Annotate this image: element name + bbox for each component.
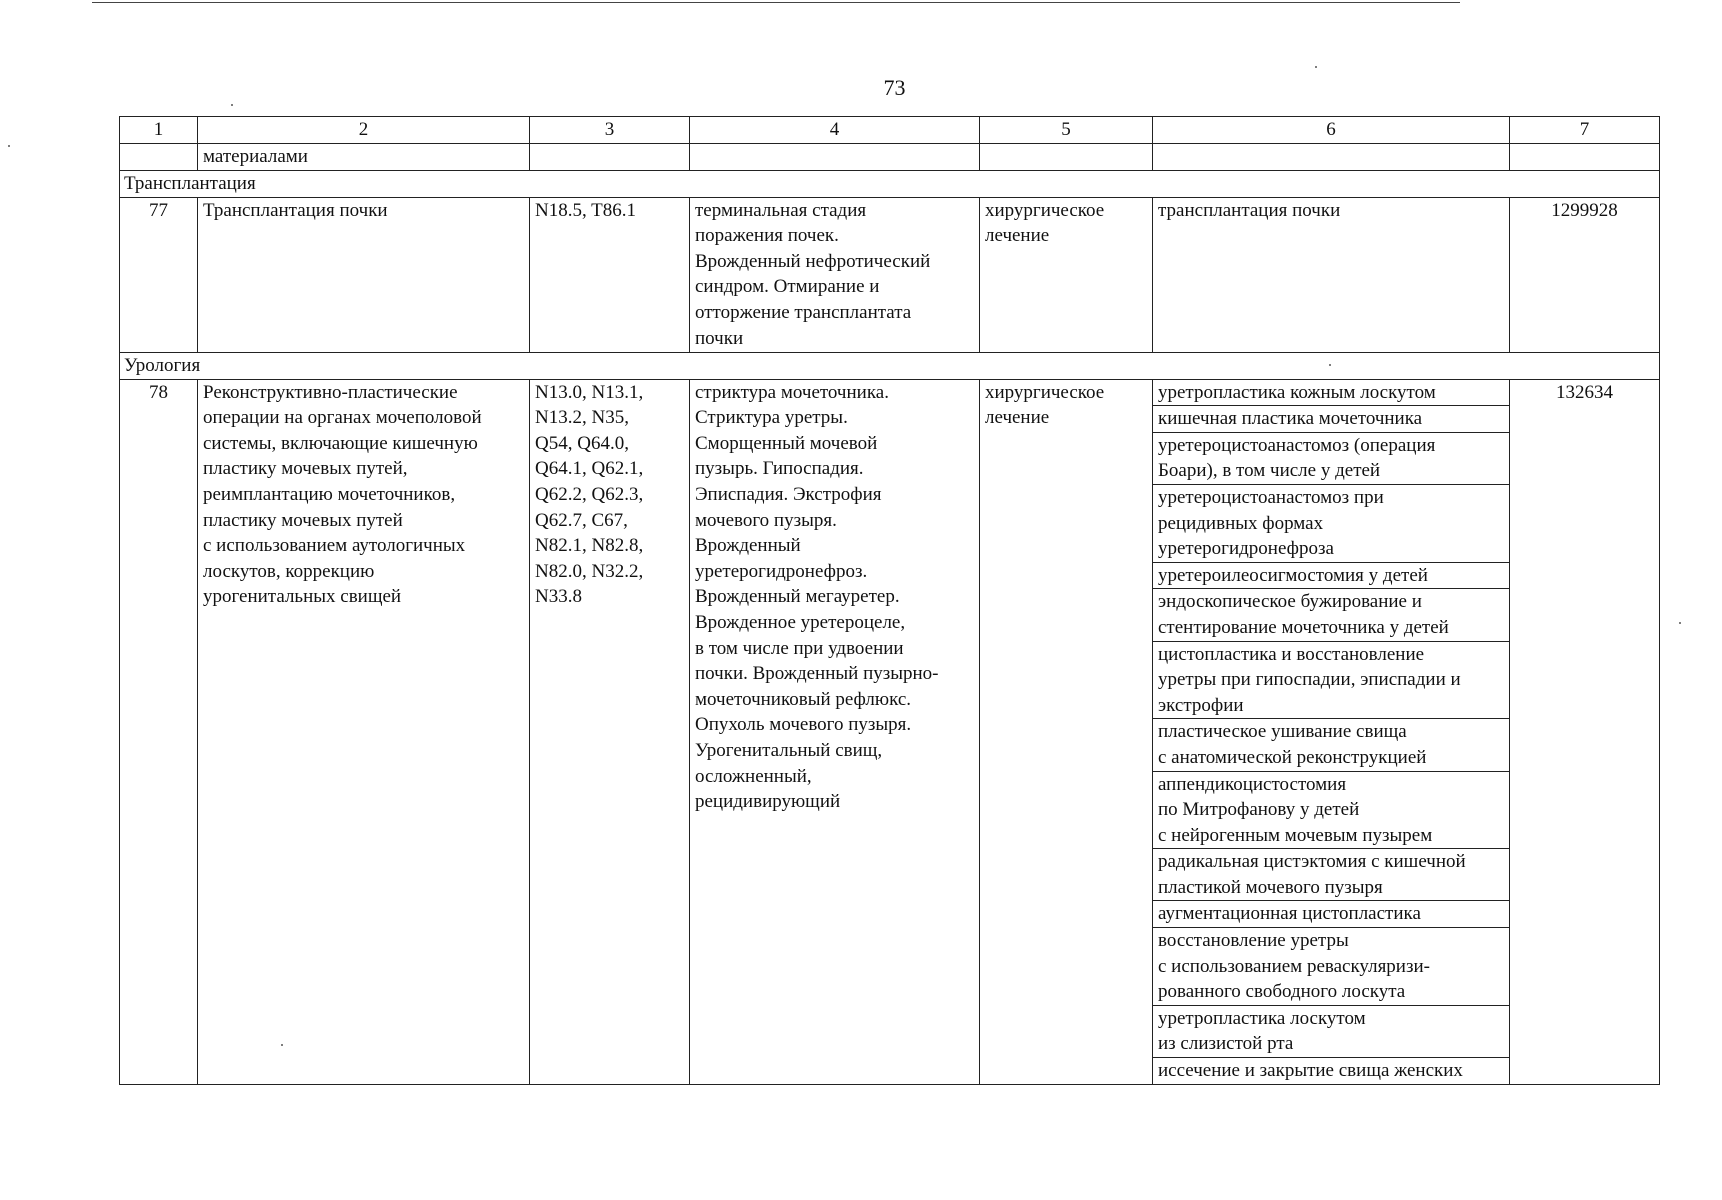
treatment-method: восстановление уретры с использованием реваскуляризи- рованного свободного лоскута [1153,928,1509,1006]
row-number: 78 [120,379,198,1084]
icd-codes: N18.5, T86.1 [530,197,690,352]
top-rule [92,2,1460,3]
treatment-method: эндоскопическое бужирование и стентирование мочеточника у детей [1153,589,1509,641]
continuation-cell-1 [120,143,198,170]
scan-speck [1315,66,1317,68]
page-number: 73 [883,75,906,100]
section-header-row [120,170,1660,197]
column-header-1: 1 [120,117,198,144]
treatment-method: уретероцистоанастомоз при рецидивных формах уретерогидронефроза [1153,485,1509,563]
treatment-method: уретероцистоанастомоз (операция Боари), в том числе у детей [1153,433,1509,485]
column-header-2: 2 [198,117,530,144]
continuation-cell-2: материалами [198,143,530,170]
diagnosis-model: стриктура мочеточника. Стриктура уретры. Сморщенный мочевой пузырь. Гипоспадия. Эписпадия. Экстрофия мочевого пузыря. Врожденный уретерогидронефроз. Врожденный мегауретер. Врожденное уретероцеле, в том числе при удвоении почки. Врожденный пузырно- мочеточниковый рефлюкс. Опухоль мочевого пузыря. Урогенитальный свищ, осложненный, рецидивирующий [690,379,980,1084]
treatment-method: цистопластика и восстановление уретры при гипоспадии, эписпадии и экстрофии [1153,642,1509,720]
column-header-6: 6 [1153,117,1510,144]
section-title-urology: Урология [120,352,1660,379]
care-type-name: Реконструктивно-пластические операции на органах мочеполовой системы, включающие кишечную пластику мочевых путей, реимплантацию мочеточников, пластику мочевых путей с использованием аутологичных лоскутов, коррекцию урогенитальных свищей [198,379,530,1084]
standard-cost: 1299928 [1510,197,1660,352]
icd-codes: N13.0, N13.1, N13.2, N35, Q54, Q64.0, Q64.1, Q62.1, Q62.2, Q62.3, Q62.7, C67, N82.1, N82.8, N82.0, N32.2, N33.8 [530,379,690,1084]
continuation-cell-5 [980,143,1153,170]
scan-speck [1679,622,1681,624]
column-header-3: 3 [530,117,690,144]
treatment-method: аугментационная цистопластика [1153,901,1509,928]
column-number-row [120,117,1660,144]
treatment-method: кишечная пластика мочеточника [1153,406,1509,433]
treatment-method: аппендикоцистостомия по Митрофанову у детей с нейрогенным мочевым пузырем [1153,772,1509,850]
continuation-cell-6 [1153,143,1510,170]
continuation-cell-7 [1510,143,1660,170]
medical-care-table [119,116,1660,1085]
column-header-4: 4 [690,117,980,144]
care-type-name: Трансплантация почки [198,197,530,352]
treatment-method: радикальная цистэктомия с кишечной пластикой мочевого пузыря [1153,849,1509,901]
treatment-type: хирургическое лечение [980,197,1153,352]
treatment-methods-list [1153,379,1510,1084]
diagnosis-model: терминальная стадия поражения почек. Врожденный нефротический синдром. Отмирание и отторжение трансплантата почки [690,197,980,352]
scan-speck [281,1044,283,1046]
treatment-type: хирургическое лечение [980,379,1153,1084]
continuation-cell-4 [690,143,980,170]
table-row-78 [120,379,1660,1084]
standard-cost: 132634 [1510,379,1660,1084]
treatment-method: уретропластика лоскутом из слизистой рта [1153,1006,1509,1058]
continuation-row [120,143,1660,170]
treatment-method: трансплантация почки [1153,197,1510,352]
table-row-77 [120,197,1660,352]
treatment-method: иссечение и закрытие свища женских [1158,1060,1463,1082]
treatment-method: пластическое ушивание свища с анатомической реконструкцией [1153,719,1509,771]
row-number: 77 [120,197,198,352]
column-header-7: 7 [1510,117,1660,144]
column-header-5: 5 [980,117,1153,144]
continuation-cell-3 [530,143,690,170]
scan-speck [1329,364,1331,366]
scan-speck [231,104,233,106]
treatment-method: уретероилеосигмостомия у детей [1153,563,1509,590]
treatment-method: уретропластика кожным лоскутом [1153,380,1509,407]
section-header-row [120,352,1660,379]
section-title-transplantation: Трансплантация [120,170,1660,197]
scan-speck [8,145,10,147]
